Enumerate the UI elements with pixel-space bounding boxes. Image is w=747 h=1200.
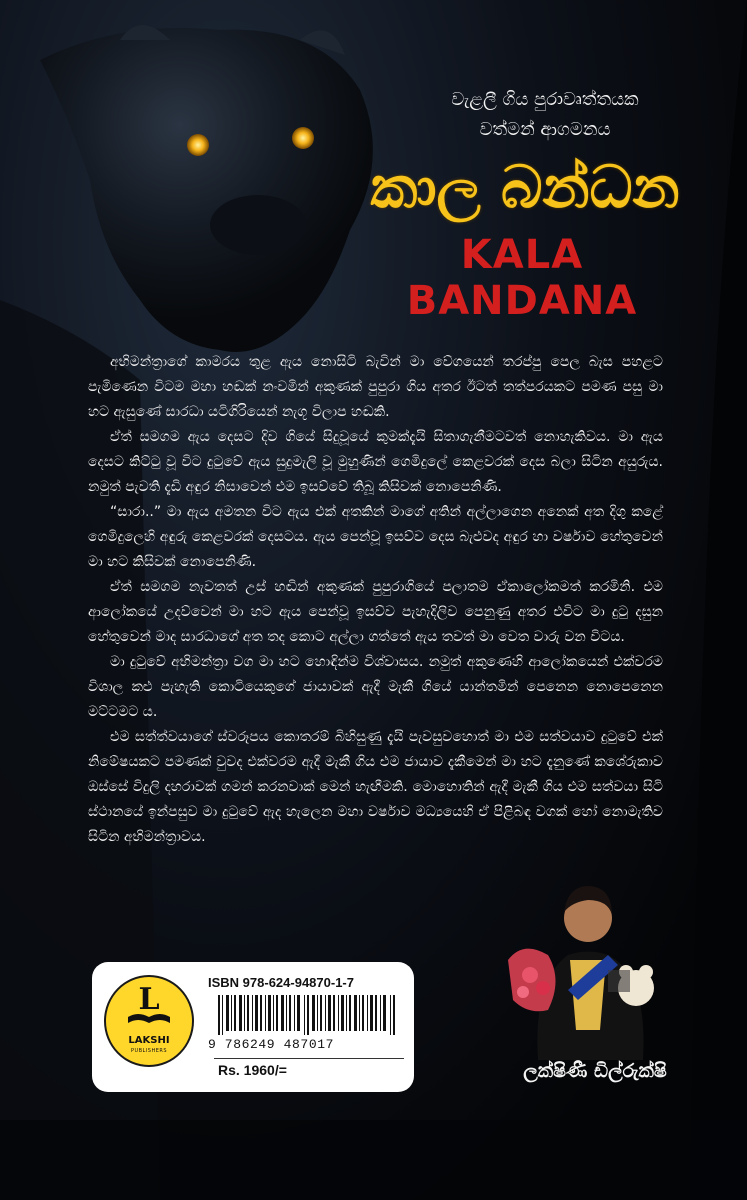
blurb-text <box>88 350 663 850</box>
tagline-line-2: වත්මන් ආගමනය <box>479 119 611 140</box>
barcode-number: 9 786249 487017 <box>208 1037 335 1052</box>
panther-right-eye <box>292 127 314 149</box>
publisher-logo-sub: PUBLISHERS <box>130 1048 168 1054</box>
tagline-line-1: වැළලී ගිය පුරාවෘත්තයක <box>451 89 639 110</box>
price-divider <box>214 1058 404 1059</box>
publisher-logo-name: LAKSHI <box>128 1035 170 1046</box>
author-name: ලක්ෂිණී ඩිල්රුක්ෂි <box>523 1060 667 1082</box>
book-title-english: KALA BANDANA <box>406 232 638 324</box>
blurb-paragraph: ඒත් සමගම නැවතත් උස් හඬින් අකුණක් පුපුරාගියේ පලාතම ඒකාලෝකමත් කරමිනි. එම ආලෝකයේ උදව්වෙන් මා හට ඇය පෙන්වූ ඉසව්ව පැහැදිලිව පෙනුණු අතර එවිට මා දුටු දසුන හේතුවෙන් මාද සාරධාගේ අත තද කොට අල්ලා ගත්තේ ඇය තවත් මා වෙත වාරු වන විටය. <box>88 579 663 645</box>
author-photo <box>508 860 668 1060</box>
book-logo-icon <box>106 977 192 1037</box>
svg-text:L: L <box>138 982 160 1017</box>
blurb-paragraph: ඒත් සමගම ඇය දෙසට දිව ගියේ සිදුවූයේ කුමක්දැයි සිතාගැනීමටවත් නොහැකිවය. මා ඇය දෙසට කිට්ටු වූ විට දුටුවේ ඇය සුදුමැලි වූ මුහුණින් ගෙමිදුලේ කෙළවරක් දෙස බලා සිටින අයුරුය. නමුත් පැවති දැඩි අඳුර නිසාවෙන් එම ඉසව්වේ තිබූ කිසිවක් නොපෙනිණි. <box>88 429 663 495</box>
publisher-logo <box>104 975 194 1067</box>
barcode-icon <box>218 995 398 1035</box>
panther-left-eye <box>187 134 209 156</box>
price-label: Rs. 1960/= <box>218 1062 287 1078</box>
blurb-paragraph: මා දුටුවේ අභිමන්ත්‍රා වග මා හට හොඳින්ම විශ්වාසය. නමුත් අකුණෙහි ආලෝකයෙන් එක්වරම විශාල කළු පැහැති කොටියෙකුගේ ජායාවක් ඇදී මැකී ගියේ යාන්තමින් පෙනෙන නොපෙනෙන මට්ටමට ය. <box>88 654 663 720</box>
blurb-paragraph: අභිමන්ත්‍රාගේ කාමරය තුළ ඇය නොසිටි බැවින් මා වේගයෙන් තරප්පු පෙල බැස පහළට පැමිණෙන විටම මහා හඬක් නංවමින් අකුණක් පුපුරා ගිය අතර ඊටත් තත්පරයකට පමණ පසු මා හට ඇසුණේ සාරධා යටිගිරියෙන් නැගූ විලාප හඬකි. <box>88 354 663 420</box>
book-title-sinhala: කාල බන්ධන <box>370 153 680 221</box>
tagline <box>380 85 710 145</box>
blurb-paragraph: එම සත්ත්වයාගේ ස්වරූපය කොතරම් බිහිසුණු දැයි පැවසුවහොත් මා එම සත්වයාව දුටුවේ එක් නිමේෂයකට පමණක් වුවද එක්වරම ඇදී මැකී ගිය එම ජායාව දැකීමෙන් මා හට දැනුණේ කශේරුකාව ඔස්සේ විදුලි දහරාවක් ගමන් කරනවාක් මෙන් හැඟීමකි. මොහොතින් ඇදී මැකී ගිය එම සත්වයා සිටි ස්ථානයේ ඉන්පසුව මා දුටුවේ ඇද හැලෙන මහා වර්ෂාව මධ්‍යයෙහි ඒ පිළිබඳ වගක් හෝ නොමැතිව සිටින අභිමන්ත්‍රාවය. <box>88 729 663 845</box>
blurb-paragraph: “සාරා..” මා ඇය අමතන විට ඇය එක් අතකින් මාගේ අතින් අල්ලාගෙන අනෙක් අත දිගු කළේ ගෙමිදුලෙහි අඳුරු කෙළවරක් දෙසටය. ඇය පෙන්වූ ඉසව්ව දෙස බැළුවද අඳුර හා වර්ෂාව හේතුවෙන් මා හට කිසිවක් නොපෙනිණි. <box>88 504 663 570</box>
isbn-label: ISBN 978-624-94870-1-7 <box>208 975 354 990</box>
